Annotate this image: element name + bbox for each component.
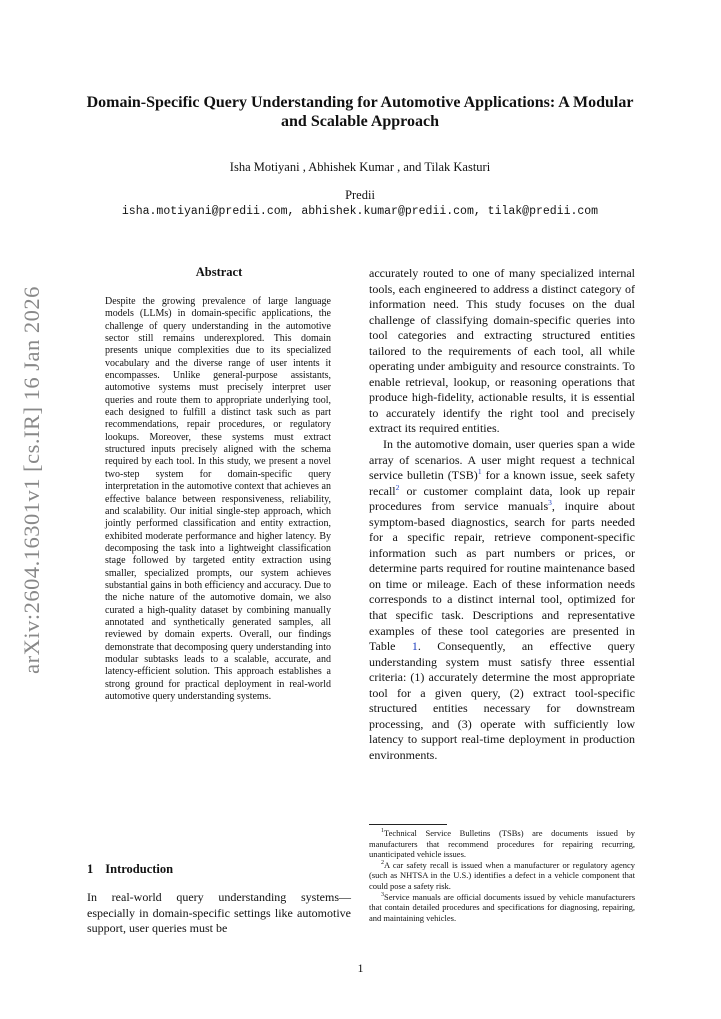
intro-paragraph-2 bbox=[369, 437, 635, 763]
arxiv-stamp-text: arXiv:2604.16301v1 [cs.IR] 16 Jan 2026 bbox=[19, 286, 44, 674]
section-title-text: Introduction bbox=[105, 862, 174, 876]
section-number: 1 bbox=[87, 862, 94, 876]
footnote-link-3[interactable]: 3 bbox=[548, 498, 552, 508]
intro-paragraph-continued: accurately routed to one of many specialized internal tools, each engineered to address a distinct category of information need. This study focuses on the dual challenge of classifying domain-specific queries into tool categories and extracting structured entities tailored to the requirements of each tool, all while operating under ambiguity and resource constraints. To enable retrieval, lookup, or reasoning operations that produce high-fidelity, actionable results, it is essential to accurately identify the right tool and precisely extract its required entities. bbox=[369, 266, 635, 436]
abstract-heading: Abstract bbox=[195, 265, 243, 279]
footnote-text-2: A car safety recall is issued when a manufacturer or regulatory agency (such as NHTSA in the U.S.) identifies a defect in a vehicle component that could pose a safety risk. bbox=[369, 859, 635, 891]
footnote-mark-1: 1 bbox=[381, 828, 384, 835]
intro-p2-segment-5: . Consequently, an effective query understanding system must satisfy three essential criteria: (1) accurately determine the most appropriate tool for a given query, (2) extract tool-specific structured entities necessary for downstream processing, and (3) operate with sufficiently low latency to support real-time deployment in production environments. bbox=[369, 639, 635, 762]
footnote-mark-3: 3 bbox=[381, 891, 384, 898]
section-heading-introduction bbox=[87, 862, 173, 877]
intro-paragraph-start: In real-world query understanding systems—especially in domain-specific settings like automotive support, user queries must be bbox=[87, 890, 351, 936]
abstract-body bbox=[105, 296, 331, 703]
footnote-link-2[interactable]: 2 bbox=[395, 482, 400, 492]
intro-p2-segment-4: , inquire about symptom-based diagnostics, search for parts needed for a specific repair, retrieve component-specific information such as part numbers or prices, or determine parts required for routine maintenance based on time or mileage. Each of these information needs corresponds to a distinct internal tool, optimized for that specific task. Descriptions and representative examples of these tool categories are presented in Table bbox=[369, 499, 636, 654]
introduction-left-column bbox=[87, 890, 351, 937]
paper-title: Domain-Specific Query Understanding for Automotive Applications: A Modular and Scalable Approach bbox=[86, 94, 634, 130]
introduction-right-column bbox=[369, 266, 635, 764]
footnotes bbox=[369, 828, 635, 923]
footnote-2 bbox=[369, 860, 635, 892]
table-reference-link[interactable]: 1 bbox=[411, 639, 418, 654]
intro-p2-segment-1: In the automotive domain, user queries span a wide array of scenarios. A user might request a technical service bulletin (TSB) bbox=[369, 437, 635, 483]
intro-p2-segment-3: or customer complaint data, look up repair procedures from service manuals bbox=[369, 483, 635, 514]
affiliation: Predii bbox=[345, 188, 375, 202]
footnote-1 bbox=[369, 828, 635, 860]
page-number: 1 bbox=[357, 961, 364, 975]
footnote-text-1: Technical Service Bulletins (TSBs) are documents issued by manufacturers that recommend procedures for repairing recurring, unanticipated vehicle issues. bbox=[369, 828, 635, 860]
author-list: Isha Motiyani , Abhishek Kumar , and Tilak Kasturi bbox=[229, 160, 491, 174]
footnote-mark-2: 2 bbox=[381, 859, 384, 866]
intro-p2-segment-2: for a known issue, seek safety recall bbox=[369, 468, 636, 498]
footnote-link-1[interactable]: 1 bbox=[477, 467, 482, 477]
abstract-text: Despite the growing prevalence of large language models (LLMs) in domain-specific applications, the challenge of query understanding in the automotive sector still remains underexplored. This domain presents unique complexities due to its specialized vocabulary and the diverse range of user intents it encompasses. Unlike general-purpose assistants, automotive systems must precisely interpret user queries and route them to appropriate underlying tool, each designed to fulfill a distinct task such as part recommendations, repair procedures, or regulatory lookups. Moreover, these systems must extract structured inputs precisely aligned with the schema required by each tool. In this study, we present a novel two-step system for domain-specific query interpretation in the automotive context that achieves an effective balance between responsiveness, reliability, and scalability. Our initial single-step approach, which jointly performed classification and entity extraction, exhibited moderate performance and higher latency. By decomposing the task into a lightweight classification stage followed by targeted entity extraction using smaller, specialized prompts, our system achieves substantial gains in both efficiency and accuracy. Due to the niche nature of the automotive domain, we also curated a high-quality dataset by combining manually annotated and synthetically generated samples, all reviewed by domain experts. Overall, our findings demonstrate that decomposing query understanding into modular subtasks leads to a scalable, accurate, and latency-efficient solution. This approach establishes a strong ground for practical deployment in real-world automotive query understanding systems. bbox=[105, 296, 331, 702]
footnote-divider bbox=[369, 824, 447, 825]
footnote-text-3: Service manuals are official documents issued by vehicle manufacturers that contain detailed procedures and specifications for diagnosing, repairing, and maintaining vehicles. bbox=[369, 891, 635, 923]
footnote-3 bbox=[369, 892, 635, 924]
author-emails: isha.motiyani@predii.com, abhishek.kumar@predii.com, tilak@predii.com bbox=[121, 205, 599, 218]
arxiv-identifier-stamp bbox=[8, 286, 56, 674]
